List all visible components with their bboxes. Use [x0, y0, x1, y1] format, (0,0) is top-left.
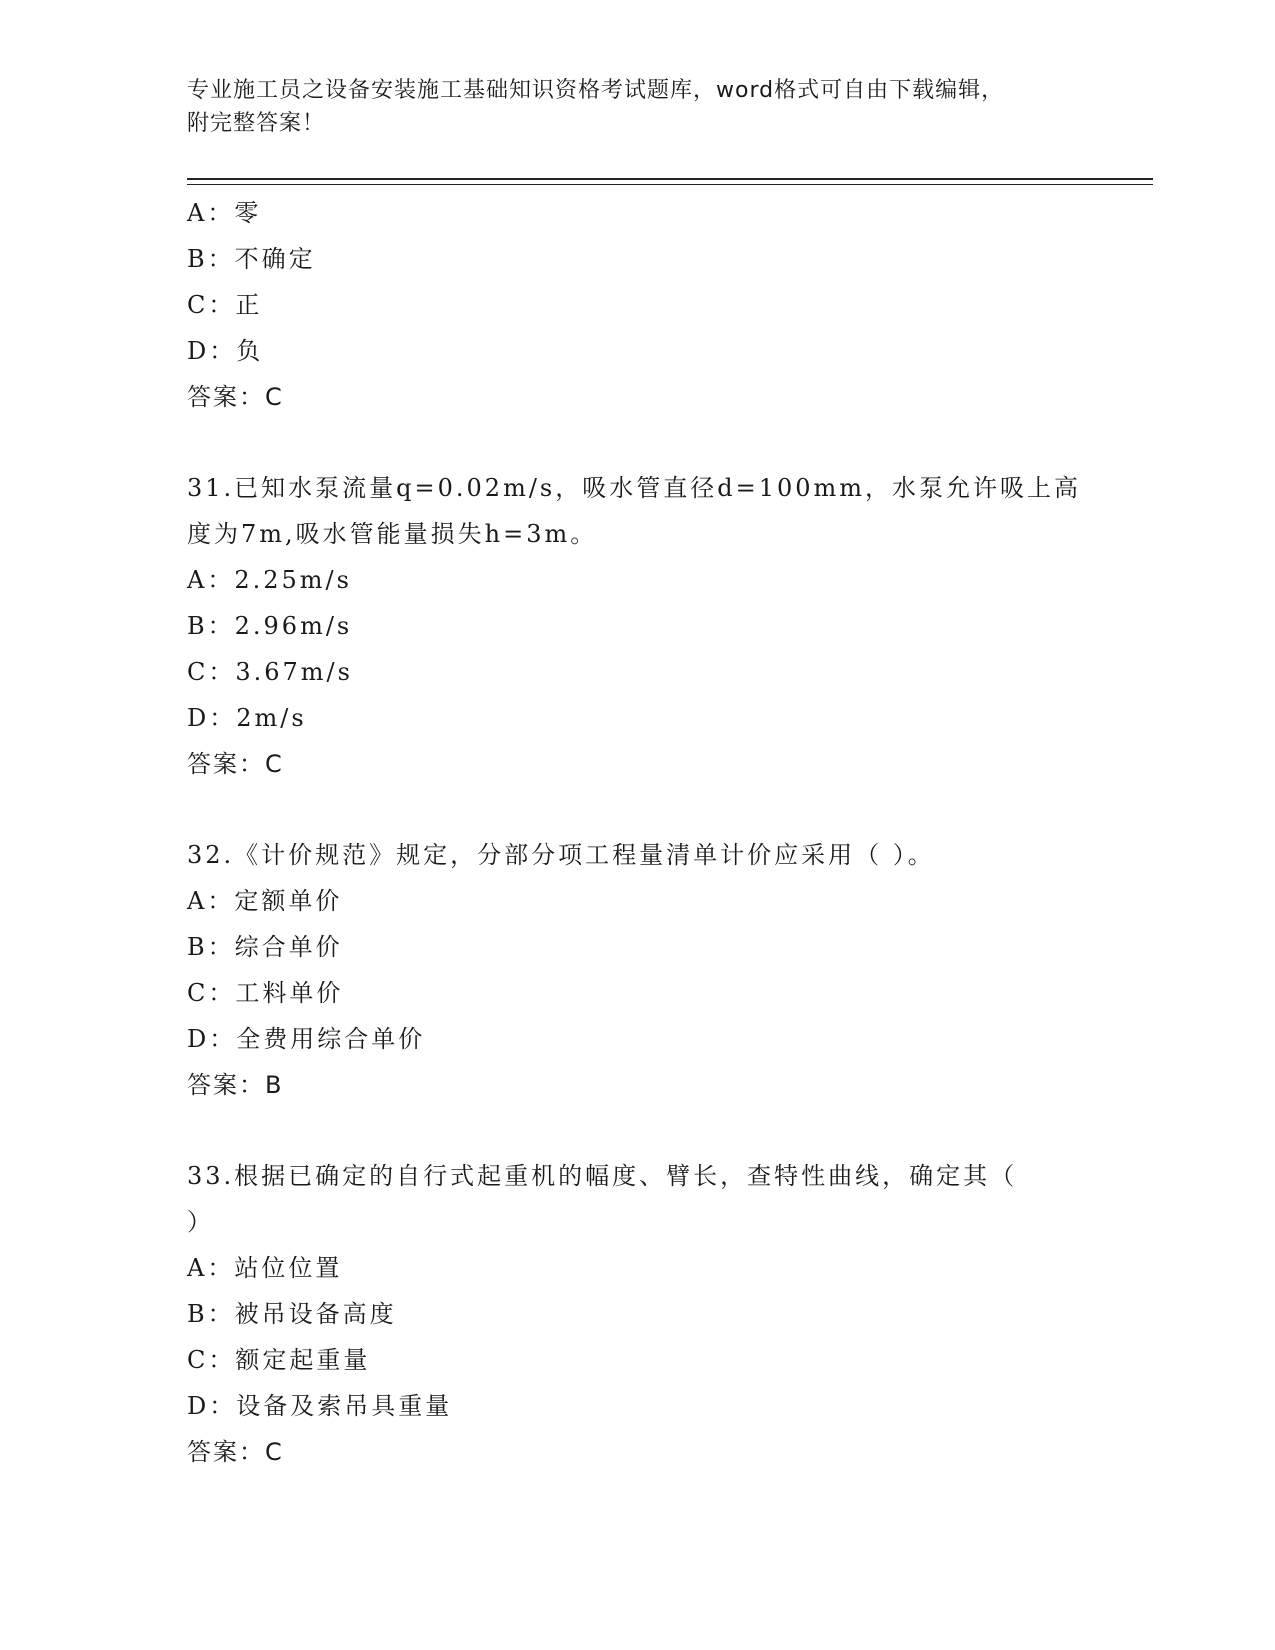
option-d: D：设备及索吊具重量 — [187, 1392, 453, 1420]
header-line-2: 附完整答案！ — [187, 111, 326, 136]
option-c: C：额定起重量 — [187, 1346, 371, 1374]
question-32 — [187, 832, 1067, 1108]
question-stem-line-1: 33.根据已确定的自行式起重机的幅度、臂长，查特性曲线，确定其（ — [187, 1162, 1018, 1190]
answer: 答案：C — [187, 1438, 284, 1466]
option-c: C：正 — [187, 291, 263, 319]
option-b: B：2.96m/s — [187, 612, 353, 640]
option-d: D：全费用综合单价 — [187, 1025, 426, 1053]
question-stem-line-2: ） — [187, 1208, 214, 1236]
option-b: B：综合单价 — [187, 933, 343, 961]
document-header — [187, 74, 1067, 140]
option-a: A：定额单价 — [187, 887, 343, 915]
header-divider-thin — [187, 184, 1153, 185]
answer: 答案：C — [187, 383, 284, 411]
question-33 — [187, 1153, 1067, 1475]
spacer — [187, 420, 1067, 465]
answer: 答案：C — [187, 750, 284, 778]
option-a: A：2.25m/s — [187, 566, 352, 594]
question-30 — [187, 190, 1067, 420]
option-c: C：工料单价 — [187, 979, 344, 1007]
header-line-1: 专业施工员之设备安装施工基础知识资格考试题库，word格式可自由下载编辑， — [187, 78, 1005, 103]
question-31 — [187, 465, 1082, 787]
option-c: C：3.67m/s — [187, 658, 353, 686]
option-d: D：负 — [187, 337, 264, 365]
question-list — [187, 190, 1082, 1475]
question-stem-line-1: 32.《计价规范》规定，分部分项工程量清单计价应采用（ ）。 — [187, 841, 935, 869]
option-b: B：被吊设备高度 — [187, 1300, 397, 1328]
option-a: A：站位位置 — [187, 1254, 343, 1282]
option-a: A：零 — [187, 199, 262, 227]
spacer — [187, 1108, 1067, 1153]
option-d: D：2m/s — [187, 704, 307, 732]
header-divider-thick — [187, 178, 1153, 180]
answer: 答案：B — [187, 1071, 284, 1099]
question-stem-line-1: 31.已知水泵流量q=0.02m/s，吸水管直径d=100mm，水泵允许吸上高 — [187, 474, 1082, 502]
option-b: B：不确定 — [187, 245, 316, 273]
question-stem-line-2: 度为7m,吸水管能量损失h=3m。 — [187, 520, 598, 548]
spacer — [187, 787, 1067, 832]
